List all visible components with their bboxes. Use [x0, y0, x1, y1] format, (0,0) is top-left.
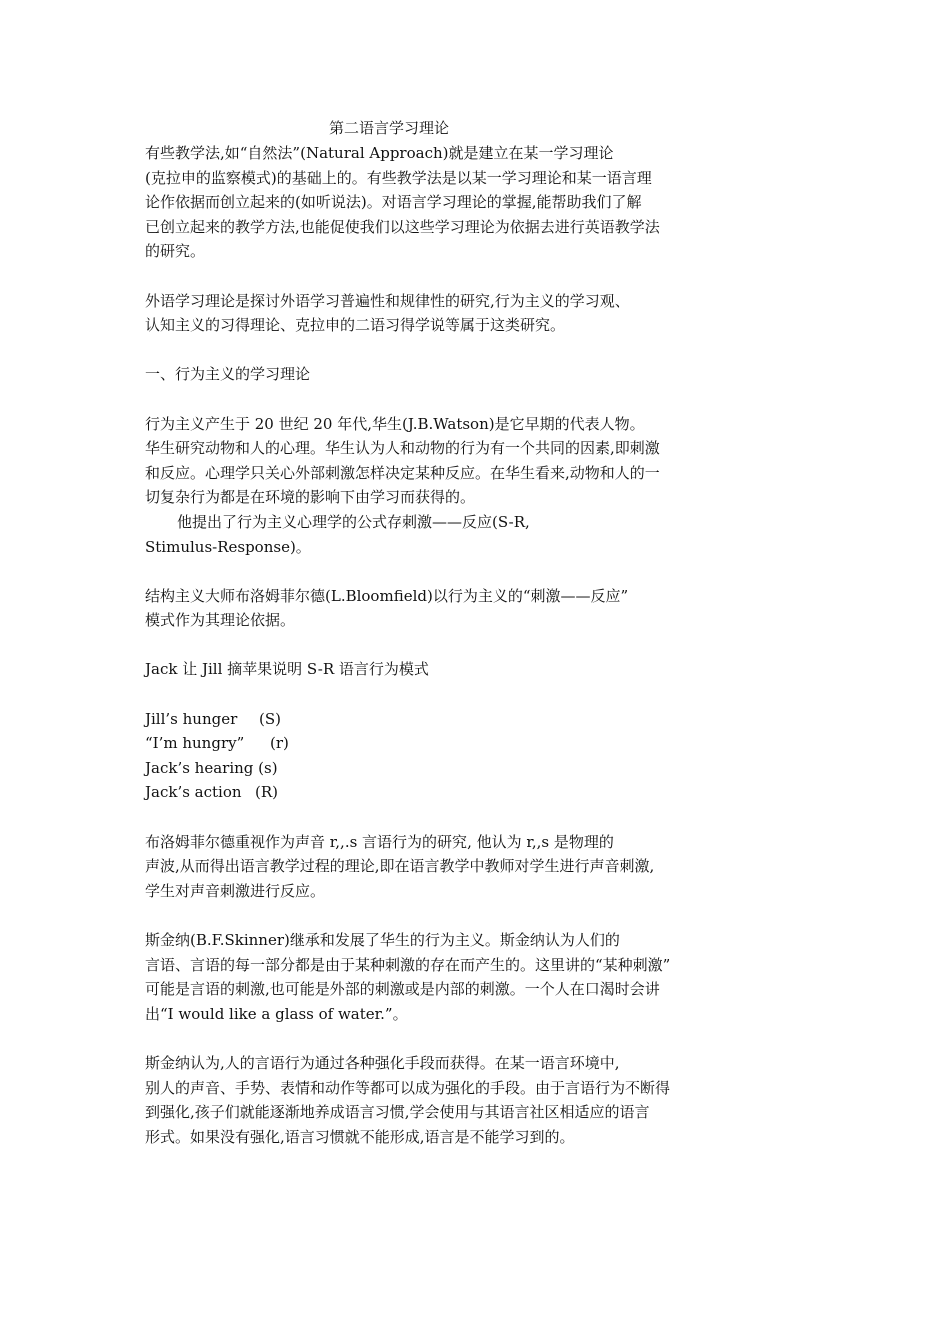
- sr-chain-item: [145, 756, 785, 781]
- text-line: 模式作为其理论依据。: [145, 611, 296, 630]
- sr-chain-code: (S): [259, 709, 281, 728]
- jack-jill-example-heading: Jack 让 Jill 摘苹果说明 S-R 语言行为模式: [145, 660, 429, 679]
- skinner-paragraph: [145, 928, 785, 1026]
- paragraph-gap: [145, 387, 785, 412]
- paragraph-gap: [145, 1026, 785, 1051]
- text-line: 论作依据而创立起来的(如听说法)。对语言学习理论的掌握,能帮助我们了解: [145, 193, 642, 212]
- sr-chain-label: Jack’s action: [145, 783, 242, 802]
- intro-paragraph: [145, 141, 785, 264]
- text-line: 斯金纳(B.F.Skinner)继承和发展了华生的行为主义。斯金纳认为人们的: [145, 931, 620, 949]
- text-line: 认知主义的习得理论、克拉申的二语习得学说等属于这类研究。: [145, 316, 566, 335]
- text-line: 斯金纳认为,人的言语行为通过各种强化手段而获得。在某一语言环境中,: [145, 1053, 620, 1072]
- text-line: 形式。如果没有强化,语言习惯就不能形成,语言是不能学习到的。: [145, 1127, 575, 1146]
- text-line: 声波,从而得出语言教学过程的理论,即在语言教学中教师对学生进行声音刺激,: [145, 857, 655, 876]
- stimulus-response-chain: [145, 707, 785, 805]
- text-line: (克拉申的监察模式)的基础上的。有些教学法是以某一学习理论和某一语言理: [145, 168, 652, 187]
- text-line: 行为主义产生于 20 世纪 20 年代,华生(J.B.Watson)是它早期的代表人物。: [145, 414, 645, 433]
- reinforcement-paragraph: [145, 1051, 785, 1149]
- text-line: 别人的声音、手势、表情和动作等都可以成为强化的手段。由于言语行为不断得: [145, 1078, 671, 1097]
- text-line: 可能是言语的刺激,也可能是外部的刺激或是内部的刺激。一个人在口渴时会讲: [145, 980, 660, 999]
- section-heading-behaviorism: 一、行为主义的学习理论: [145, 365, 311, 384]
- sr-chain-item: [145, 780, 785, 805]
- document-title: 第二语言学习理论: [329, 119, 450, 137]
- sr-chain-item: [145, 731, 785, 756]
- text-line: 他提出了行为主义心理学的公式存刺激——反应(S-R,: [177, 512, 530, 531]
- sr-chain-label: “I’m hungry”: [145, 734, 245, 753]
- text-line: 学生对声音刺激进行反应。: [145, 881, 326, 900]
- paragraph-gap: [145, 903, 785, 928]
- text-line: 已创立起来的教学方法,也能促使我们以这些学习理论为依据去进行英语教学法: [145, 217, 660, 236]
- paragraph-gap: [145, 633, 785, 658]
- sr-chain-label: Jack’s hearing (s): [145, 758, 278, 777]
- sr-chain-label: Jill’s hunger: [145, 709, 238, 728]
- bloomfield-paragraph: [145, 584, 785, 633]
- text-line: 切复杂行为都是在环境的影响下由学习而获得的。: [145, 488, 476, 507]
- foreign-language-theory-paragraph: [145, 289, 785, 338]
- text-line: Stimulus-Response)。: [145, 537, 311, 556]
- sr-chain-code: (r): [270, 734, 289, 753]
- paragraph-gap: [145, 682, 785, 707]
- watson-paragraph: [145, 412, 785, 560]
- text-line: 言语、言语的每一部分都是由于某种刺激的存在而产生的。这里讲的“某种刺激”: [145, 955, 671, 974]
- paragraph-gap: [145, 264, 785, 289]
- paragraph-gap: [145, 805, 785, 830]
- text-line: 和反应。心理学只关心外部刺激怎样决定某种反应。在华生看来,动物和人的一: [145, 463, 660, 482]
- sr-chain-code: (R): [255, 783, 278, 802]
- text-line: 结构主义大师布洛姆菲尔德(L.Bloomfield)以行为主义的“刺激——反应”: [145, 586, 629, 605]
- sr-chain-item: [145, 707, 785, 732]
- bloomfield-sound-paragraph: [145, 830, 785, 904]
- text-line: 布洛姆菲尔德重视作为声音 r,,.s 言语行为的研究, 他认为 r,,s 是物理的: [145, 832, 614, 851]
- text-line: 的研究。: [145, 242, 206, 261]
- document-body: [145, 141, 785, 1149]
- text-line: 外语学习理论是探讨外语学习普遍性和规律性的研究,行为主义的学习观、: [145, 291, 630, 310]
- text-line: 有些教学法,如“自然法”(Natural Approach)就是建立在某一学习理论: [145, 144, 614, 162]
- paragraph-gap: [145, 559, 785, 584]
- paragraph-gap: [145, 338, 785, 363]
- text-line: 出“I would like a glass of water.”。: [145, 1004, 408, 1023]
- text-line: 到强化,孩子们就能逐渐地养成语言习惯,学会使用与其语言社区相适应的语言: [145, 1103, 650, 1122]
- text-line: 华生研究动物和人的心理。华生认为人和动物的行为有一个共同的因素,即刺激: [145, 439, 660, 458]
